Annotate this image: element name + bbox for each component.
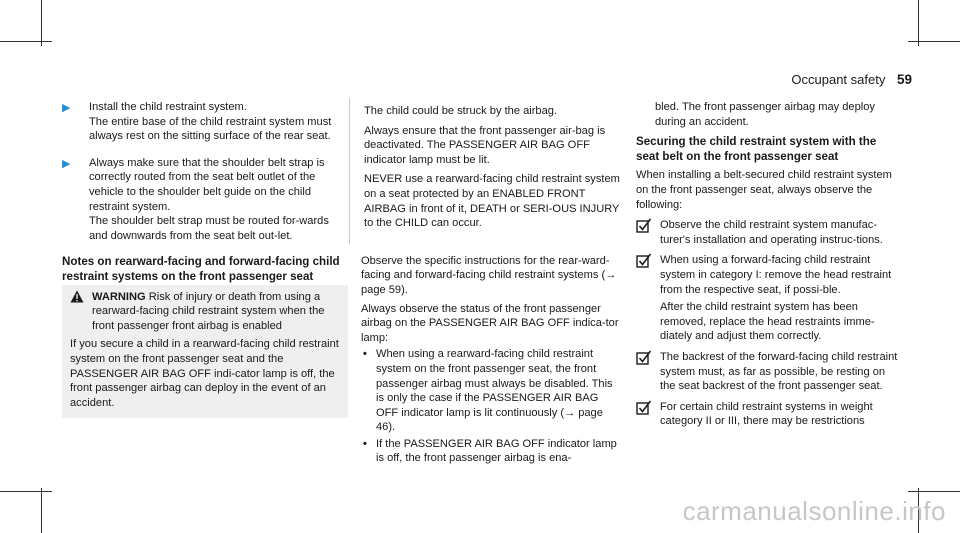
warning-triangle-icon [70,290,84,303]
section-heading: Notes on rearward-facing and forward-facing child restraint systems on the front passenger seat [62,255,340,283]
warning-body: If you secure a child in a rearward-facing child restraint system on the front passenger seat and the PASSENGER AIR BAG OFF indi-cator lamp is off, the front passenger airbag can deploy in the event of an accident. [70,338,339,409]
list-item-text: When using a rearward-facing child restraint system on the front passenger seat, the front passenger airbag must always be disabled. This is only the case if the PASSENGER AIR BAG OFF indicator lamp is lit continuously (→ page 46). [376,348,613,434]
checklist-item [636,350,900,394]
checkbox-icon [636,350,652,366]
section-heading: Securing the child restraint system with the seat belt on the front passenger seat [636,135,877,163]
watermark: carmanualsonline.info [682,496,946,526]
crop-mark [918,0,919,46]
crop-mark [908,41,960,42]
column-middle [349,100,621,466]
step-arrow-icon: ▶ [62,157,71,170]
warning-text: Always ensure that the front passenger air-bag is deactivated. The PASSENGER AIR BAG OFF indicator lamp must be lit. [364,124,606,166]
warning-heading: Risk of injury or death from using a rearward-facing child restraint system when the front passenger front airbag is enabled [92,290,325,332]
warning-text: The child could be struck by the airbag. [364,105,558,117]
column-left [62,100,348,418]
paragraph: Observe the specific instructions for the rear-ward-facing and forward-facing child restraint systems (→ page 59). [361,254,617,296]
bullet-icon: • [363,437,367,450]
step-arrow-icon: ▶ [62,102,71,114]
step-item [62,100,348,144]
step-text: Always make sure that the shoulder belt strap is correctly routed from the seat belt outlet of the vehicle to the shoulder belt guide on the child restraint system. [89,156,325,213]
checkbox-icon [636,218,652,234]
warning-label: WARNING [92,290,146,303]
warning-continuation [349,98,621,244]
crop-mark [908,491,960,492]
list-item [361,347,621,435]
warning-text: NEVER use a rearward-facing child restraint system on a seat protected by an ENABLED FRONT AIRBAG in front of it, DEATH or SERI-OUS INJURY to the CHILD can occur. [364,173,620,230]
step-item [62,156,348,244]
list-item-text: If the PASSENGER AIR BAG OFF indicator lamp is off, the front passenger airbag is ena- [376,437,617,465]
list-item [361,437,621,466]
paragraph: bled. The front passenger airbag may deploy during an accident. [655,101,875,128]
checklist-text: Observe the child restraint system manufac-turer's installation and operating instruc-tions. [660,219,883,246]
step-text: Install the child restraint system. [89,101,247,113]
checklist-item [636,253,900,344]
step-detail: The shoulder belt strap must be routed for-wards and downwards from the seat belt out-let. [89,215,329,242]
warning-box [62,285,348,419]
crop-mark [0,41,52,42]
crop-mark [41,0,42,46]
paragraph: Always observe the status of the front passenger airbag on the PASSENGER AIR BAG OFF indica-tor lamp: [361,302,619,344]
checklist-item [636,218,900,247]
checklist-item [636,400,900,429]
checklist-text: When using a forward-facing child restraint system in category I: remove the head restraint from the respective seat, if possi-ble. [660,254,892,296]
bullet-icon: • [363,348,367,361]
checklist-text: The backrest of the forward-facing child restraint system must, as far as possible, be resting on the seat backrest of the front passenger seat. [660,350,898,393]
checkbox-icon [636,400,652,416]
step-detail: The entire base of the child restraint system must always rest on the sitting surface of the rear seat. [89,115,332,143]
crop-mark [41,488,42,533]
crop-mark [0,491,52,492]
section-title: Occupant safety [791,72,886,87]
column-right [636,100,900,432]
page-header [791,72,912,87]
paragraph: When installing a belt-secured child restraint system on the front passenger seat, always observe the following: [636,169,892,211]
checkbox-icon [636,253,652,269]
checklist-text: After the child restraint system has been removed, replace the head restraints imme-diately and adjust them correctly. [660,301,875,343]
page-number: 59 [896,72,912,87]
checklist-text: For certain child restraint systems in weight category II or III, there may be restrictions [660,400,873,428]
